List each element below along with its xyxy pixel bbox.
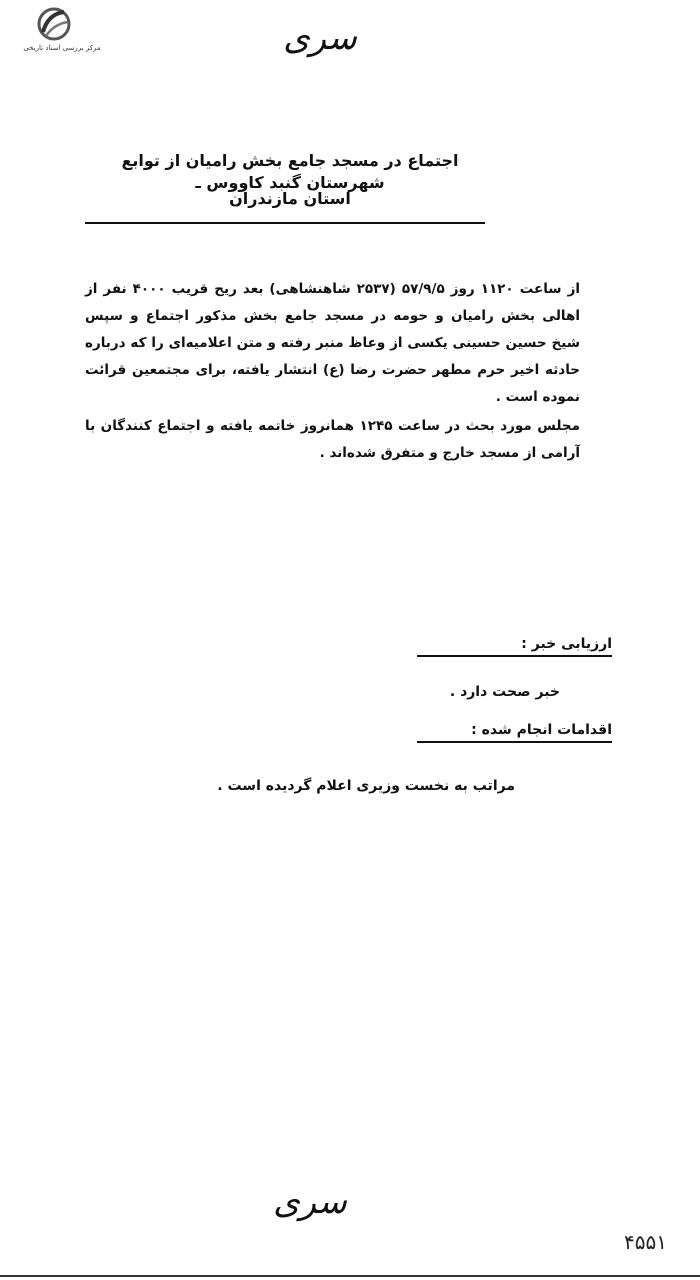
actions-label: اقدامات انجام شده : <box>417 720 612 743</box>
assessment-label: ارزیابی خبر : <box>417 634 612 657</box>
document-subtitle: استان مازندران <box>229 189 351 208</box>
assessment-value: خبر صحت دارد . <box>449 684 560 700</box>
classification-stamp-bottom: سری <box>273 1182 347 1222</box>
actions-value: مراتب به نخست وزیری اعلام گردیده است . <box>217 778 515 794</box>
page-number: ۴۵۵۱ <box>624 1230 667 1254</box>
archive-logo-text: مرکز بررسی اسناد تاریخی <box>23 44 101 52</box>
report-paragraph-1: از ساعت ۱۱۲۰ روز ۵۷/۹/۵ (۲۵۳۷ شاهنشاهی) بعد ریح قریب ۴۰۰۰ نفر از اهالی بخش رامیان و حومه در مسجد جامع بخش مذکور اجتماع و سپس شیخ حسین حسینی یکسی از وعاظ منبر رفته و متن اعلامیه‌ای را که درباره حادثه اخیر حرم مطهر حضرت رضا (ع) انتشار یافته، برای مجتمعین قرائت نموده است . <box>85 281 580 405</box>
report-body <box>85 276 580 467</box>
title-underline <box>85 222 485 224</box>
report-paragraph-2: مجلس مورد بحث در ساعت ۱۲۴۵ همانروز خاتمه یافته و اجتماع کنندگان با آرامی از مسجد خارج و متفرق شده‌اند . <box>85 418 580 461</box>
archive-center-emblem-icon <box>34 6 74 42</box>
archive-logo <box>12 6 112 56</box>
page-bottom-edge <box>0 1275 700 1277</box>
document-title: اجتماع در مسجد جامع بخش رامیان از توابع شهرستان گنبد کاووس ـ <box>121 151 459 192</box>
classification-stamp-top: سری <box>283 18 357 58</box>
